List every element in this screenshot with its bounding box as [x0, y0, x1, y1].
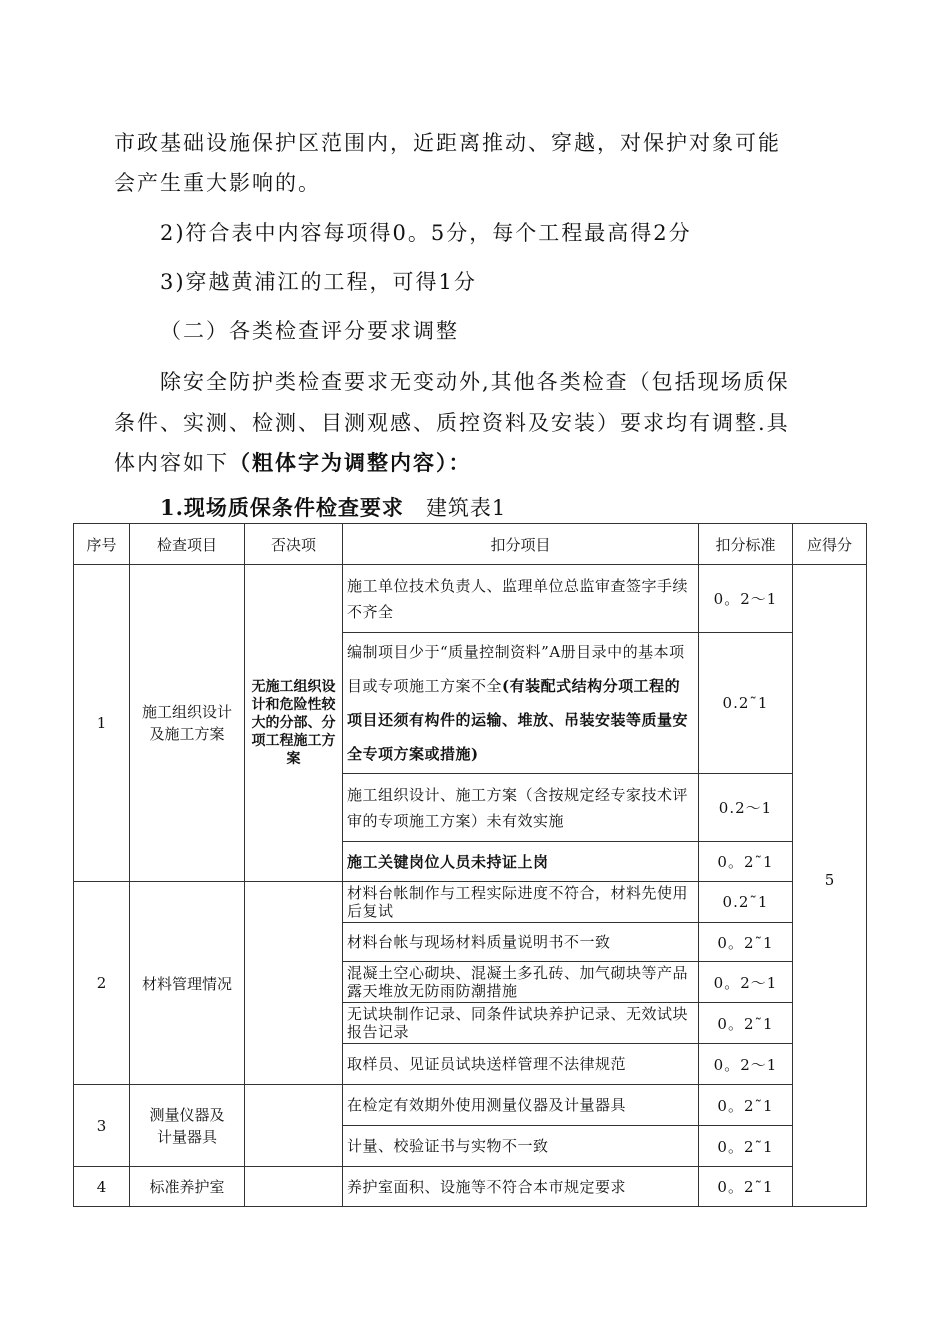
deduction-standard: 0。2～1	[699, 962, 793, 1003]
header-cell: 扣分项目	[343, 524, 699, 565]
veto-item	[245, 1085, 343, 1167]
deduction-item: 计量、校验证书与实物不一致	[343, 1126, 699, 1167]
paragraph-line: 2)符合表中内容每项得0。5分，每个工程最高得2分	[160, 221, 692, 245]
veto-item	[245, 882, 343, 1085]
table-row	[74, 565, 867, 633]
deduction-standard: 0。2˜1	[699, 1126, 793, 1167]
deduction-standard: 0。2˜1	[699, 1167, 793, 1207]
paragraph-line: 市政基础设施保护区范围内，近距离推动、穿越，对保护对象可能	[114, 131, 781, 155]
paragraph-bold-text: （粗体字为调整内容）：	[229, 450, 472, 475]
deduction-item: 材料台帐制作与工程实际进度不符合，材料先使用后复试	[343, 882, 699, 923]
deduction-standard: 0.2˜1	[699, 882, 793, 923]
deduction-item: 材料台帐与现场材料质量说明书不一致	[343, 923, 699, 962]
table-header-row	[74, 524, 867, 565]
deduction-standard: 0。2˜1	[699, 842, 793, 882]
deduction-standard: 0。2˜1	[699, 1085, 793, 1126]
deduction-standard: 0。2～1	[699, 565, 793, 633]
table-title	[160, 492, 506, 522]
paragraph-line: 除安全防护类检查要求无变动外,其他各类检查（包括现场质保	[160, 370, 790, 394]
paragraph-line: 3)穿越黄浦江的工程，可得1分	[160, 270, 477, 294]
paragraph-line: 会产生重大影响的。	[114, 171, 321, 195]
deduction-item: 施工关键岗位人员未持证上岗	[343, 842, 699, 882]
check-item: 标准养护室	[130, 1167, 245, 1207]
deduction-item: 在检定有效期外使用测量仪器及计量器具	[343, 1085, 699, 1126]
deduction-item: 施工组织设计、施工方案（含按规定经专家技术评审的专项施工方案）未有效实施	[343, 774, 699, 842]
table-title-normal: 建筑表1	[425, 496, 507, 520]
deduction-item: 施工单位技术负责人、监理单位总监审查签字手续不齐全	[343, 565, 699, 633]
check-item: 材料管理情况	[130, 882, 245, 1085]
header-cell: 扣分标准	[699, 524, 793, 565]
row-number: 1	[74, 565, 130, 882]
row-number: 3	[74, 1085, 130, 1167]
deduction-item: 养护室面积、设施等不符合本市规定要求	[343, 1167, 699, 1207]
deduction-standard: 0。2˜1	[699, 1003, 793, 1044]
header-cell: 序号	[74, 524, 130, 565]
deduction-standard: 0.2～1	[699, 774, 793, 842]
veto-item: 无施工组织设计和危险性较大的分部、分项工程施工方案	[245, 565, 343, 882]
section-heading: （二）各类检查评分要求调整	[160, 319, 459, 343]
deduction-item: 无试块制作记录、同条件试块养护记录、无效试块报告记录	[343, 1003, 699, 1044]
deduction-item: 取样员、见证员试块送样管理不法律规范	[343, 1044, 699, 1085]
table-row	[74, 882, 867, 923]
table-title-bold: 1.现场质保条件检查要求	[160, 495, 404, 520]
deduction-item	[343, 633, 699, 774]
paragraph-line	[114, 444, 834, 482]
check-item: 施工组织设计及施工方案	[130, 565, 245, 882]
table-row	[74, 1085, 867, 1126]
total-score: 5	[793, 565, 867, 1207]
row-number: 4	[74, 1167, 130, 1207]
header-cell: 否决项	[245, 524, 343, 565]
deduction-standard: 0。2˜1	[699, 923, 793, 962]
deduction-standard: 0。2～1	[699, 1044, 793, 1085]
deduction-item: 混凝土空心砌块、混凝土多孔砖、加气砌块等产品露天堆放无防雨防潮措施	[343, 962, 699, 1003]
veto-item	[245, 1167, 343, 1207]
check-item: 测量仪器及计量器具	[130, 1085, 245, 1167]
header-cell: 检查项目	[130, 524, 245, 565]
paragraph-text: 体内容如下	[114, 451, 229, 475]
paragraph-line: 条件、实测、检测、目测观感、质控资料及安装）要求均有调整.具	[114, 411, 790, 435]
table-row	[74, 1167, 867, 1207]
deduction-standard: 0.2˜1	[699, 633, 793, 774]
deduction-bold-text: (有装配式结构分项工程的项目还须有构件的运输、堆放、吊装安装等质量安全专项方案或措施)	[347, 677, 689, 763]
inspection-table	[73, 523, 867, 1207]
deduction-text: 编制项目少于“质量控制资料”A册目录中的基本项目或专项施工方案不全	[347, 643, 685, 695]
row-number: 2	[74, 882, 130, 1085]
header-cell: 应得分	[793, 524, 867, 565]
